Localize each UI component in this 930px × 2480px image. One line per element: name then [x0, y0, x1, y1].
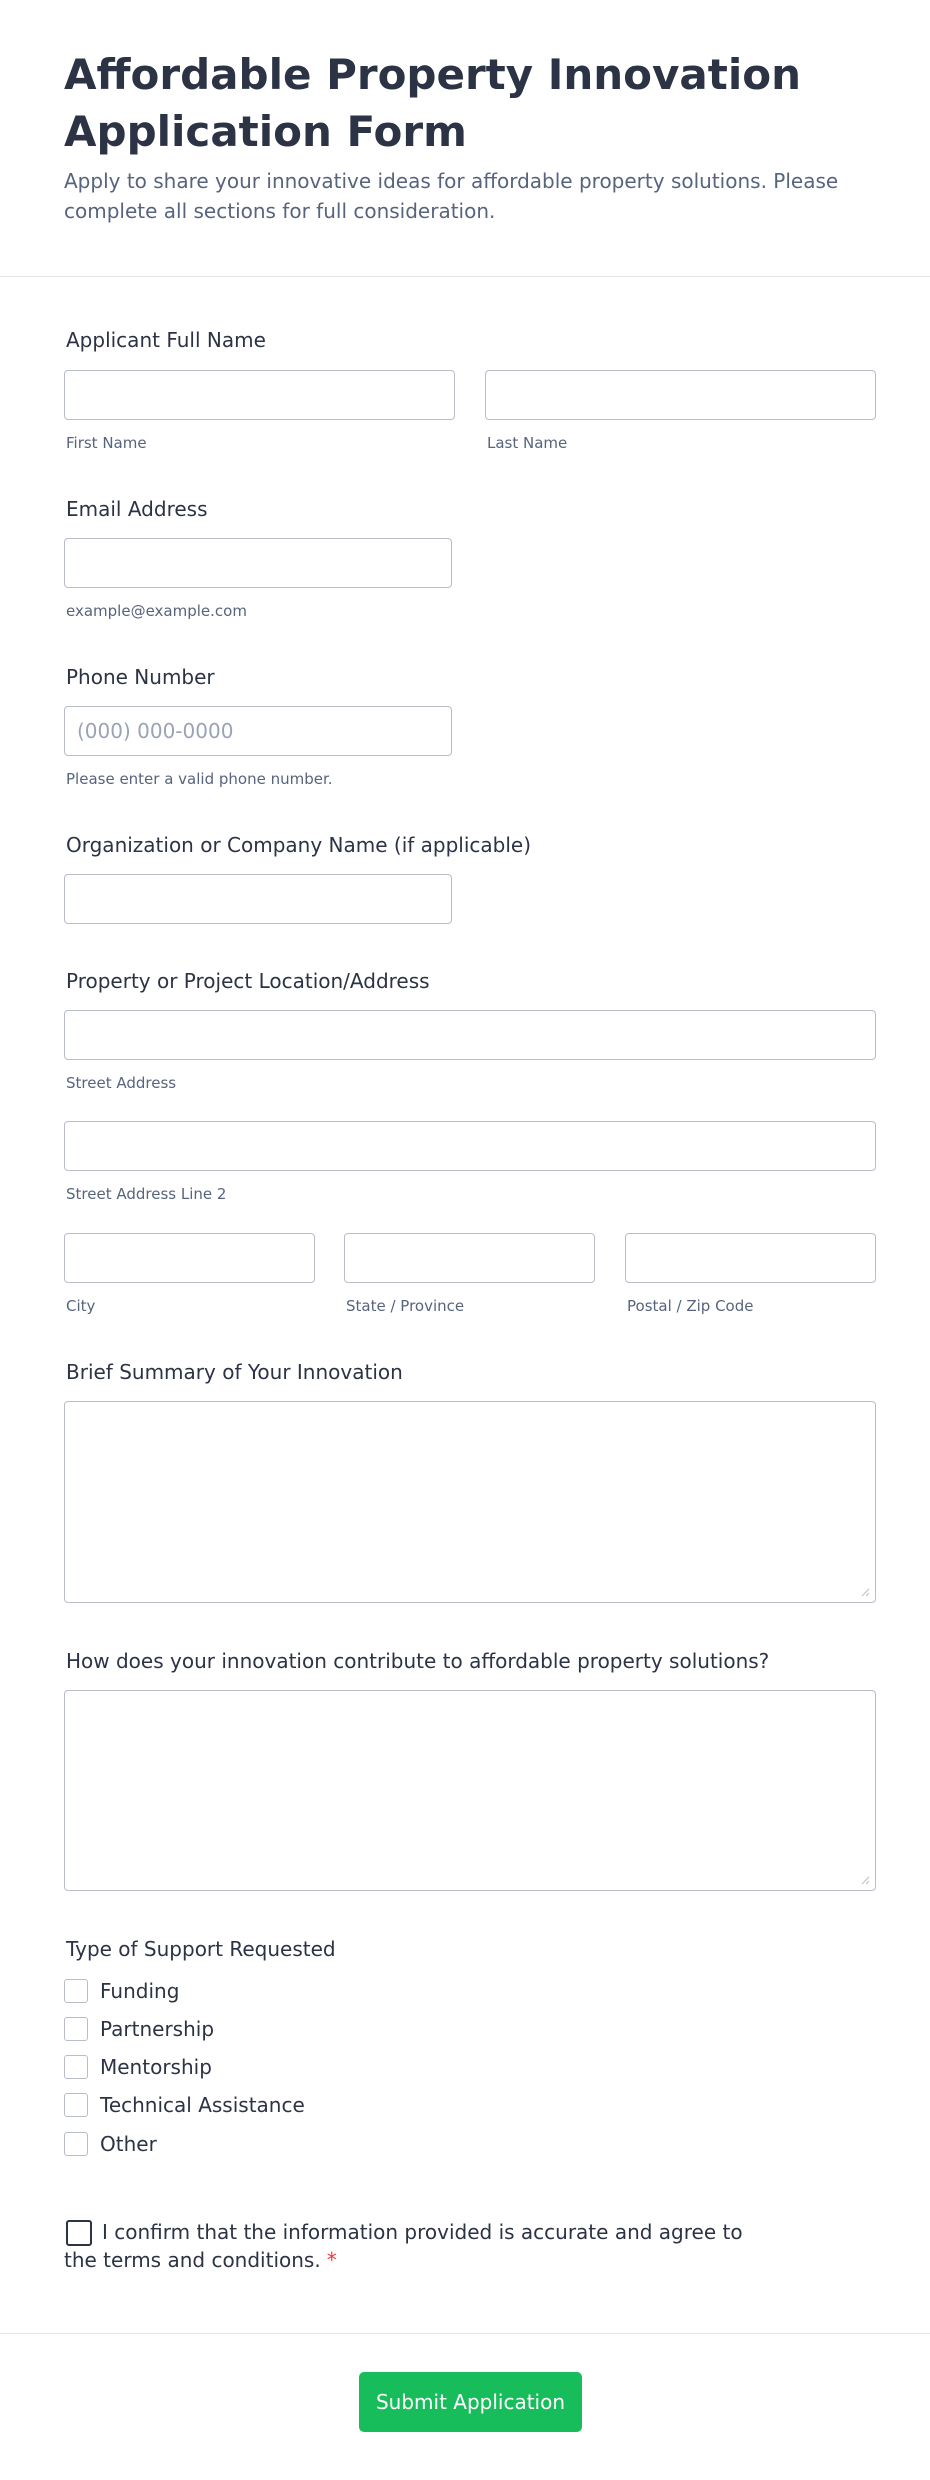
support-option-label: Other: [100, 2132, 157, 2156]
support-option-technical-assistance[interactable]: [64, 2092, 305, 2118]
support-option-mentorship[interactable]: [64, 2054, 212, 2080]
first-name-input[interactable]: [64, 370, 455, 420]
form-header: [0, 0, 930, 277]
confirm-text: I confirm that the information provided is accurate and agree to the terms and conditions.: [64, 2220, 743, 2272]
contribution-label: How does your innovation contribute to affordable property solutions?: [66, 1649, 770, 1673]
contribution-textarea[interactable]: [64, 1690, 876, 1891]
organization-label: Organization or Company Name (if applicable): [66, 833, 532, 857]
footer-divider: [0, 2333, 930, 2334]
phone-label: Phone Number: [66, 665, 215, 689]
last-name-input[interactable]: [485, 370, 876, 420]
support-option-label: Funding: [100, 1979, 180, 2003]
last-name-sublabel: Last Name: [487, 434, 568, 452]
city-sublabel: City: [66, 1297, 96, 1315]
full-name-label: Applicant Full Name: [66, 328, 266, 352]
resize-handle-icon[interactable]: [860, 1587, 870, 1597]
state-sublabel: State / Province: [346, 1297, 465, 1315]
summary-textarea[interactable]: [64, 1401, 876, 1603]
checkbox[interactable]: [64, 2132, 88, 2156]
postal-code-input[interactable]: [625, 1233, 876, 1283]
checkbox[interactable]: [64, 2017, 88, 2041]
checkbox[interactable]: [64, 1979, 88, 2003]
address-label: Property or Project Location/Address: [66, 969, 430, 993]
state-input[interactable]: [344, 1233, 595, 1283]
email-input[interactable]: [64, 538, 452, 588]
support-label: Type of Support Requested: [66, 1937, 336, 1961]
resize-handle-icon[interactable]: [860, 1875, 870, 1885]
first-name-sublabel: First Name: [66, 434, 147, 452]
street-address-sublabel: Street Address: [66, 1074, 177, 1092]
street-address-line2-input[interactable]: [64, 1121, 876, 1171]
postal-code-sublabel: Postal / Zip Code: [627, 1297, 754, 1315]
phone-sublabel: Please enter a valid phone number.: [66, 770, 333, 788]
support-option-label: Mentorship: [100, 2055, 212, 2079]
phone-input[interactable]: [64, 706, 452, 756]
support-option-partnership[interactable]: [64, 2016, 214, 2042]
organization-input[interactable]: [64, 874, 452, 924]
email-label: Email Address: [66, 497, 208, 521]
support-option-other[interactable]: [64, 2131, 157, 2157]
street-address-input[interactable]: [64, 1010, 876, 1060]
city-input[interactable]: [64, 1233, 315, 1283]
required-asterisk: *: [326, 2248, 337, 2272]
form-subtitle: Apply to share your innovative ideas for affordable property solutions. Please complete all sections for full consideration.: [64, 169, 839, 223]
street-address-line2-sublabel: Street Address Line 2: [66, 1185, 227, 1203]
support-option-label: Partnership: [100, 2017, 215, 2041]
confirm-label: [64, 2218, 764, 2274]
submit-button[interactable]: Submit Application: [359, 2372, 582, 2432]
support-option-funding[interactable]: [64, 1978, 179, 2004]
email-sublabel: example@example.com: [66, 602, 247, 620]
support-option-label: Technical Assistance: [100, 2093, 305, 2117]
summary-label: Brief Summary of Your Innovation: [66, 1360, 403, 1384]
form-title: Affordable Property Innovation Application Form: [64, 50, 801, 156]
checkbox[interactable]: [64, 2055, 88, 2079]
checkbox[interactable]: [64, 2093, 88, 2117]
